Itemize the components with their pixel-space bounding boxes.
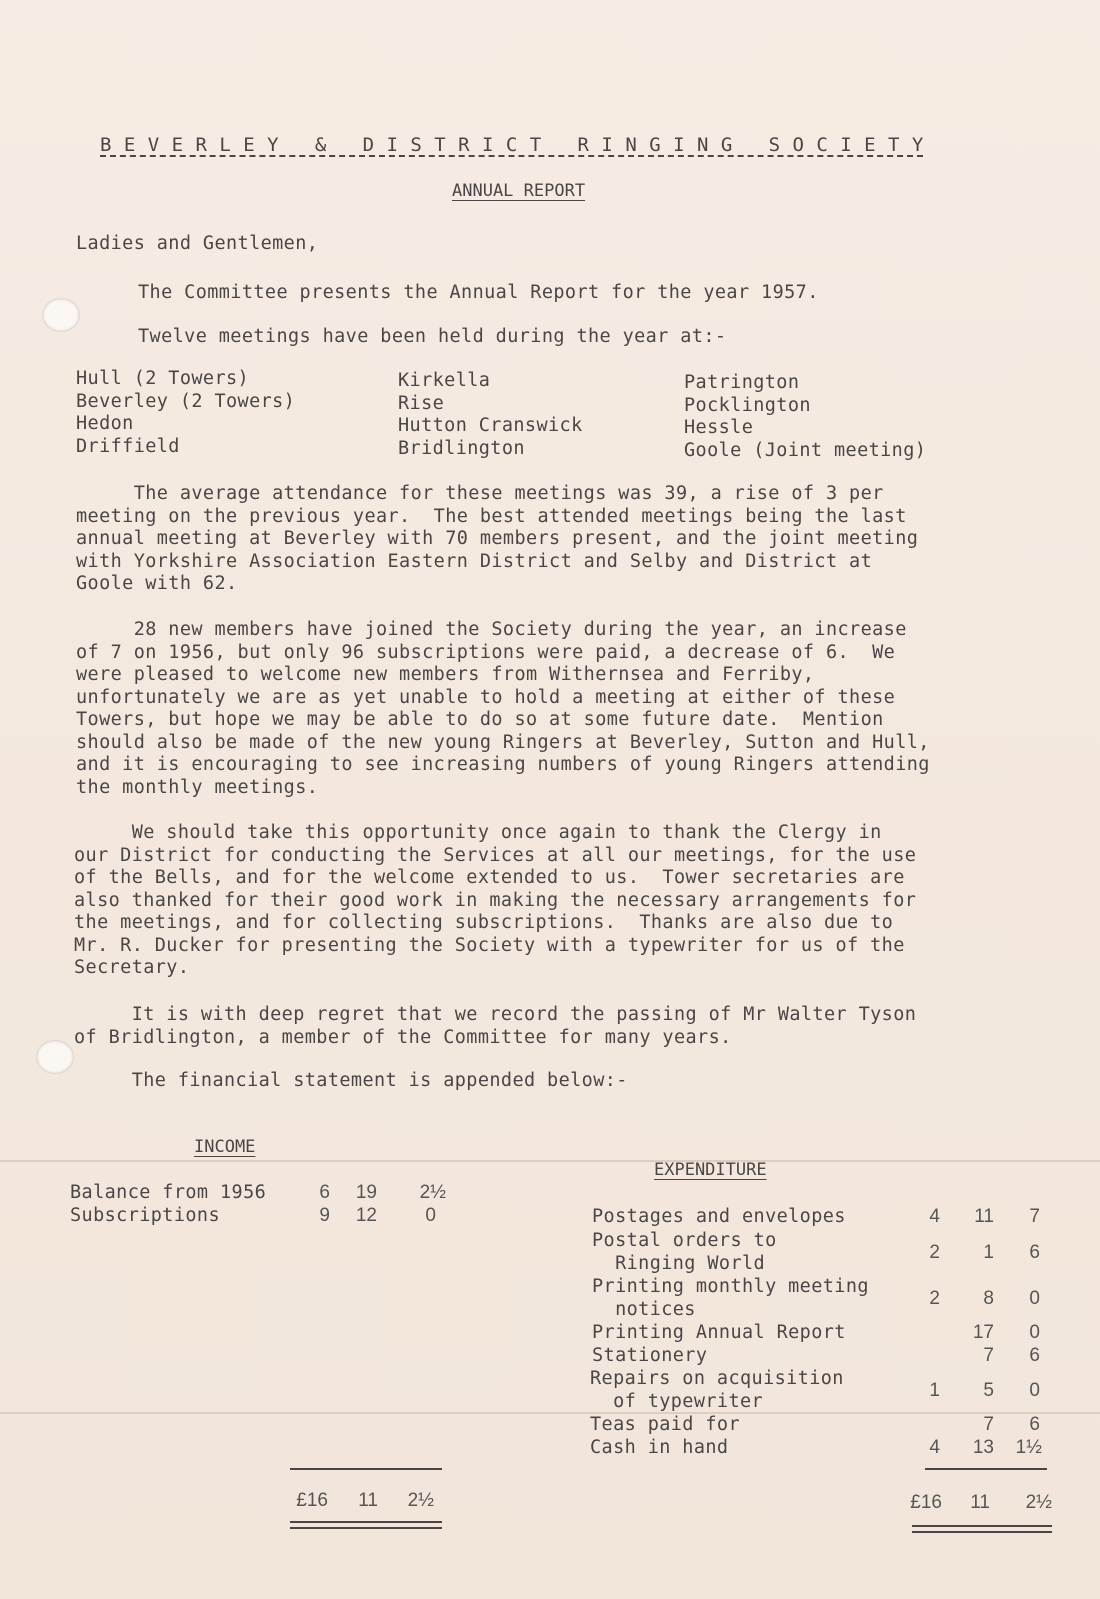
paragraph-line: the monthly meetings. [76, 776, 319, 798]
regret-paragraph [74, 1004, 916, 1049]
report-subtitle: ANNUAL REPORT [452, 181, 586, 201]
paragraph-line: annual meeting at Beverley with 70 members present, and the joint meeting [76, 528, 919, 549]
expenditure-shillings: 11 [974, 1206, 994, 1227]
expenditure-label: Ringing World [592, 1253, 766, 1274]
paragraph-line: of the Bells, and for the welcome extended to us. Tower secretaries are [74, 867, 905, 888]
punch-hole [36, 1040, 74, 1074]
paragraph-line: Goole with 62. [76, 573, 238, 594]
paragraph-line: Mr. R. Ducker for presenting the Society with a typewriter for us of the [74, 934, 905, 956]
tower-name: Kirkella [398, 370, 491, 391]
tower-name: Hedon [76, 413, 134, 434]
paragraph-line: with Yorkshire Association Eastern District and Selby and District at [76, 550, 873, 572]
intro-line: The Committee presents the Annual Report for the year 1957. [138, 282, 819, 303]
paper-fold [0, 1160, 1100, 1162]
income-heading: INCOME [194, 1137, 256, 1157]
paragraph-line: It is with deep regret that we record the passing of Mr Walter Tyson [74, 1004, 917, 1025]
tower-name: Goole (Joint meeting) [684, 439, 927, 461]
income-pounds: 9 [319, 1205, 330, 1226]
paper-fold [0, 1412, 1100, 1414]
expenditure-shillings: 7 [983, 1414, 994, 1435]
income-pence: 2½ [419, 1182, 446, 1203]
income-total-shillings: 11 [358, 1490, 378, 1511]
expenditure-pence: 0 [1029, 1380, 1040, 1401]
tower-name: Hutton Cranswick [398, 415, 583, 436]
expenditure-pounds: 2 [929, 1242, 940, 1263]
paragraph-line: Towers, but hope we may be able to do so at some future date. Mention [76, 709, 884, 730]
expenditure-total-shillings: 11 [970, 1492, 990, 1513]
income-total-pounds: £16 [296, 1490, 328, 1511]
expenditure-shillings: 1 [983, 1242, 994, 1263]
expenditure-double-rule [912, 1531, 1052, 1533]
expenditure-shillings: 8 [983, 1288, 994, 1309]
tower-column-1 [76, 368, 295, 458]
income-shillings: 19 [355, 1182, 377, 1203]
paragraph-line: should also be made of the new young Ringers at Beverley, Sutton and Hull, [76, 731, 930, 753]
financial-intro: The financial statement is appended below:- [74, 1070, 628, 1091]
expenditure-label: of typewriter [590, 1391, 764, 1412]
expenditure-pounds: 4 [929, 1437, 940, 1458]
expenditure-label: Teas paid for [590, 1414, 740, 1435]
expenditure-shillings: 7 [983, 1345, 994, 1366]
paragraph-line: of Bridlington, a member of the Committee for many years. [74, 1026, 732, 1048]
expenditure-label: Postages and envelopes [592, 1206, 846, 1227]
income-total-rule [290, 1468, 442, 1470]
expenditure-pounds: 4 [929, 1206, 940, 1227]
expenditure-shillings: 5 [983, 1380, 994, 1401]
paragraph-line: also thanked for their good work in making the necessary arrangements for [74, 889, 917, 911]
paragraph-line: our District for conducting the Services at all our meetings, for the use [74, 844, 917, 866]
expenditure-pence: 1½ [1015, 1437, 1042, 1458]
income-shillings: 12 [355, 1205, 377, 1226]
punch-hole [42, 298, 80, 332]
expenditure-total-pence: 2½ [1025, 1492, 1052, 1513]
tower-name: Beverley (2 Towers) [76, 390, 296, 412]
expenditure-label: notices [592, 1299, 696, 1320]
intro-line: Twelve meetings have been held during the year at:- [138, 326, 727, 347]
income-double-rule [290, 1527, 442, 1529]
expenditure-pence: 0 [1029, 1322, 1040, 1343]
expenditure-heading: EXPENDITURE [654, 1160, 767, 1180]
income-label: Subscriptions [70, 1205, 220, 1226]
expenditure-label: Cash in hand [590, 1437, 729, 1458]
tower-name: Rise [398, 392, 445, 414]
society-title: B E V E R L E Y & D I S T R I C T R I N G I N G S O C I E T Y [100, 134, 924, 156]
expenditure-pence: 6 [1029, 1345, 1040, 1366]
income-pence: 0 [425, 1205, 436, 1226]
paragraph-line: meeting on the previous year. The best attended meetings being the last [76, 505, 907, 527]
tower-name: Hessle [684, 417, 754, 438]
tower-name: Patrington [684, 372, 800, 393]
attendance-paragraph [76, 483, 918, 596]
expenditure-pounds: 2 [929, 1288, 940, 1309]
expenditure-pence: 6 [1029, 1414, 1040, 1435]
expenditure-pounds: 1 [929, 1380, 940, 1401]
tower-name: Bridlington [398, 437, 525, 459]
expenditure-pence: 0 [1029, 1288, 1040, 1309]
expenditure-pence: 6 [1029, 1242, 1040, 1263]
paragraph-line: of 7 on 1956, but only 96 subscriptions were paid, a decrease of 6. We [76, 641, 896, 663]
expenditure-label: Printing monthly meeting [592, 1276, 869, 1297]
expenditure-shillings: 13 [972, 1437, 994, 1458]
expenditure-total-rule [925, 1468, 1047, 1470]
thanks-paragraph [74, 822, 916, 980]
paragraph-line: 28 new members have joined the Society during the year, an increase [76, 619, 907, 640]
expenditure-label: Postal orders to [592, 1230, 777, 1251]
tower-name: Pocklington [684, 394, 811, 416]
tower-name: Driffield [76, 435, 180, 457]
tower-name: Hull (2 Towers) [76, 368, 250, 389]
paragraph-line: were pleased to welcome new members from Withernsea and Ferriby, [76, 664, 815, 685]
tower-column-2 [398, 370, 583, 460]
paragraph-line: The average attendance for these meetings was 39, a rise of 3 per [76, 483, 884, 504]
income-total-pence: 2½ [407, 1490, 434, 1511]
expenditure-pence: 7 [1029, 1206, 1040, 1227]
paragraph-line: Secretary. [74, 957, 190, 978]
income-double-rule [290, 1521, 442, 1523]
members-paragraph [76, 619, 930, 799]
income-pounds: 6 [319, 1182, 330, 1203]
income-label: Balance from 1956 [70, 1182, 267, 1203]
expenditure-label: Stationery [592, 1345, 708, 1366]
expenditure-shillings: 17 [972, 1322, 994, 1343]
paragraph-line: the meetings, and for collecting subscriptions. Thanks are also due to [74, 912, 894, 933]
tower-column-3 [684, 372, 926, 462]
salutation: Ladies and Gentlemen, [76, 233, 319, 254]
expenditure-total-pounds: £16 [910, 1492, 942, 1513]
expenditure-double-rule [912, 1525, 1052, 1527]
expenditure-label: Repairs on acquisition [590, 1368, 844, 1389]
paragraph-line: and it is encouraging to see increasing numbers of young Ringers attending [76, 754, 930, 775]
expenditure-label: Printing Annual Report [592, 1322, 846, 1343]
paragraph-line: unfortunately we are as yet unable to hold a meeting at either of these [76, 686, 896, 708]
paragraph-line: We should take this opportunity once again to thank the Clergy in [74, 822, 882, 843]
